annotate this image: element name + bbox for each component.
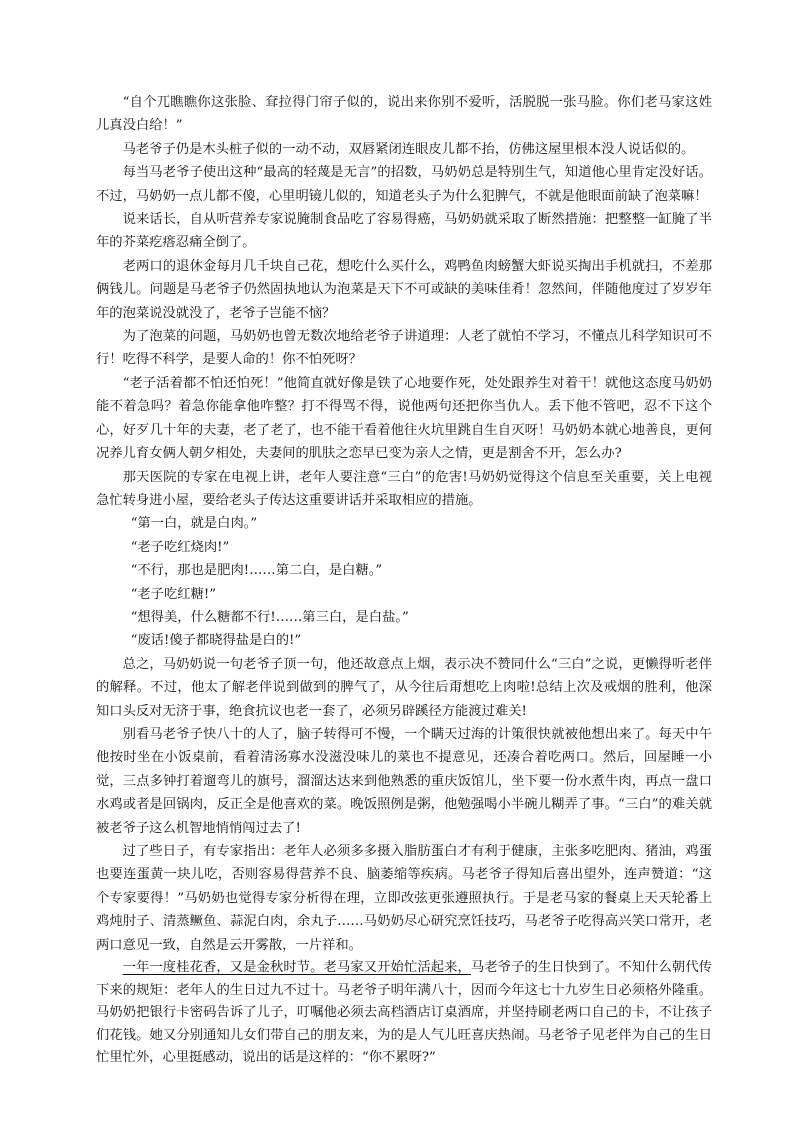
dialogue-line: “第一白，就是白肉。” bbox=[130, 516, 258, 532]
dialogue-line: “废话!傻子都晓得盐是白的!” bbox=[130, 633, 302, 649]
underlined-text: 一年一度桂花香，又是金秋时节。老马家又开始忙活起来， bbox=[122, 960, 471, 976]
paragraph: 说来话长，自从听营养专家说腌制食品吃了容易得癌，马奶奶就采取了断然措施：把整整一缸腌了半年的芥菜疙瘩忍痛全倒了。 bbox=[96, 212, 712, 251]
paragraph-rest: 马老爷子的生日快到了。不知什么朝代传下来的规矩：老年人的生日过九不过十。马老爷子明年满八十，因而今年这七十九岁生日必须格外隆重。马奶奶把银行卡密码告诉了儿子，叮嘱他必须去高档酒店订桌酒席，并坚持刷老两口自己的卡，不让孩子们花钱。她又分别通知儿女们带自己的朋友来，为的是人气儿旺喜庆热闹。马老爷子见老伴为自己的生日忙里忙外，心里挺感动，说出的话是这样的：“你不累呀?” bbox=[96, 960, 713, 1066]
paragraph: 过了些日子，有专家指出：老年人必须多多摄入脂肪蛋白才有利于健康，主张多吃肥肉、猪油，鸡蛋也要连蛋黄一块儿吃，否则容易得营养不良、脑萎缩等疾病。马老爷子得知后喜出望外，连声赞道：“这个专家要得！”马奶奶也觉得专家分析得在理，立即改弦更张遵照执行。于是老马家的餐桌上天天轮番上鸡炖肘子、清蒸鳜鱼、蒜泥白肉，余丸子……马奶奶尽心研究烹饪技巧，马老爷子吃得高兴笑口常开，老两口意见一致，自然是云开雾散，一片祥和。 bbox=[96, 844, 712, 953]
dialogue-line: “不行，那也是肥肉!……第二白，是白糖。” bbox=[130, 563, 383, 579]
paragraph: “自个兀瞧瞧你这张脸、耷拉得门帘子似的，说出来你别不爱听，活脱脱一张马脸。你们老马家这姓儿真没白给！” bbox=[96, 95, 712, 134]
paragraph: 别看马老爷子快八十的人了，脑子转得可不慢，一个瞒天过海的计策很快就被他想出来了。每天中午他按时坐在小饭桌前，看着清汤寡水没滋没味儿的菜也不提意见，还凑合着吃两口。然后，回屋睡一小觉，三点多钟打着遛弯儿的旗号，溜溜达达来到他熟悉的重庆饭馆儿，坐下要一份水煮牛肉，再点一盘口水鸡或者是回锅肉，反正全是他喜欢的菜。晚饭照例是粥，他勉强喝小半碗儿糊弄了事。“三白”的难关就被老爷子这么机智地悄悄闯过去了! bbox=[96, 726, 712, 836]
dialogue-line: “老子吃红烧肉!” bbox=[130, 539, 230, 555]
paragraph: 每当马老爷子使出这种“最高的轻蔑是无言”的招数，马奶奶总是特别生气，知道他心里肯定没好话。不过，马奶奶一点儿都不傻，心里明镜儿似的，知道老头子为什么犯脾气，不就是他眼面前缺了泡菜嘛！ bbox=[96, 165, 712, 204]
paragraph: 总之，马奶奶说一句老爷子顶一句，他还故意点上烟，表示决不赞同什么“三白”之说，更懒得听老伴的解释。不过，他太了解老伴说到做到的脾气了，从今往后甭想吃上肉啦!总结上次及戒烟的胜利，他深知口头反对无济于事，绝食抗议也老一套了，必须另辟蹊径方能渡过难关! bbox=[96, 656, 712, 719]
paragraph: “老子活着都不怕还怕死！”他简直就好像是铁了心地要作死，处处跟养生对着干！就他这态度马奶奶能不着急吗？着急你能拿他咋整？打不得骂不得，说他两句还把你当仇人。丢下他不管吧，忍不下这个心，好歹几十年的夫妻，老了老了，也不能干看着他往火坑里跳自生自灭呀！马奶奶本就心地善良，更何况养儿育女俩人朝夕相处，夫妻间的肌肤之恋早已变为亲人之情，更是割舍不开，怎么办? bbox=[96, 375, 712, 462]
paragraph: 那天医院的专家在电视上讲，老年人要注意“三白”的危害!马奶奶觉得这个信息至关重要，关上电视急忙转身进小屋，要给老头子传达这重要讲话并采取相应的措施。 bbox=[96, 469, 712, 508]
paragraph: 马老爷子仍是木头桩子似的一动不动，双唇紧闭连眼皮儿都不抬，仿佛这屋里根本没人说话似的。 bbox=[122, 141, 695, 157]
paragraph: 老两口的退休金每月几千块自己花，想吃什么买什么，鸡鸭鱼肉螃蟹大虾说买掏出手机就扫，不差那俩钱儿。问题是马老爷子仍然固执地认为泡菜是天下不可或缺的美味佳肴！忽然间，伴随他度过了岁岁年年的泡菜说没就没了，老爷子岂能不恼？ bbox=[96, 258, 712, 321]
paragraph: 为了泡菜的问题，马奶奶也曾无数次地给老爷子讲道理：人老了就怕不学习，不懂点儿科学知识可不行！吃得不科学，是要人命的！你不怕死呀？ bbox=[96, 329, 712, 368]
dialogue-line: “老子吃红糖!” bbox=[130, 586, 217, 602]
dialogue-line: “想得美，什么糖都不行!……第三白，是白盐。” bbox=[130, 609, 409, 625]
paragraph bbox=[96, 957, 712, 1070]
story-text bbox=[96, 91, 712, 1070]
